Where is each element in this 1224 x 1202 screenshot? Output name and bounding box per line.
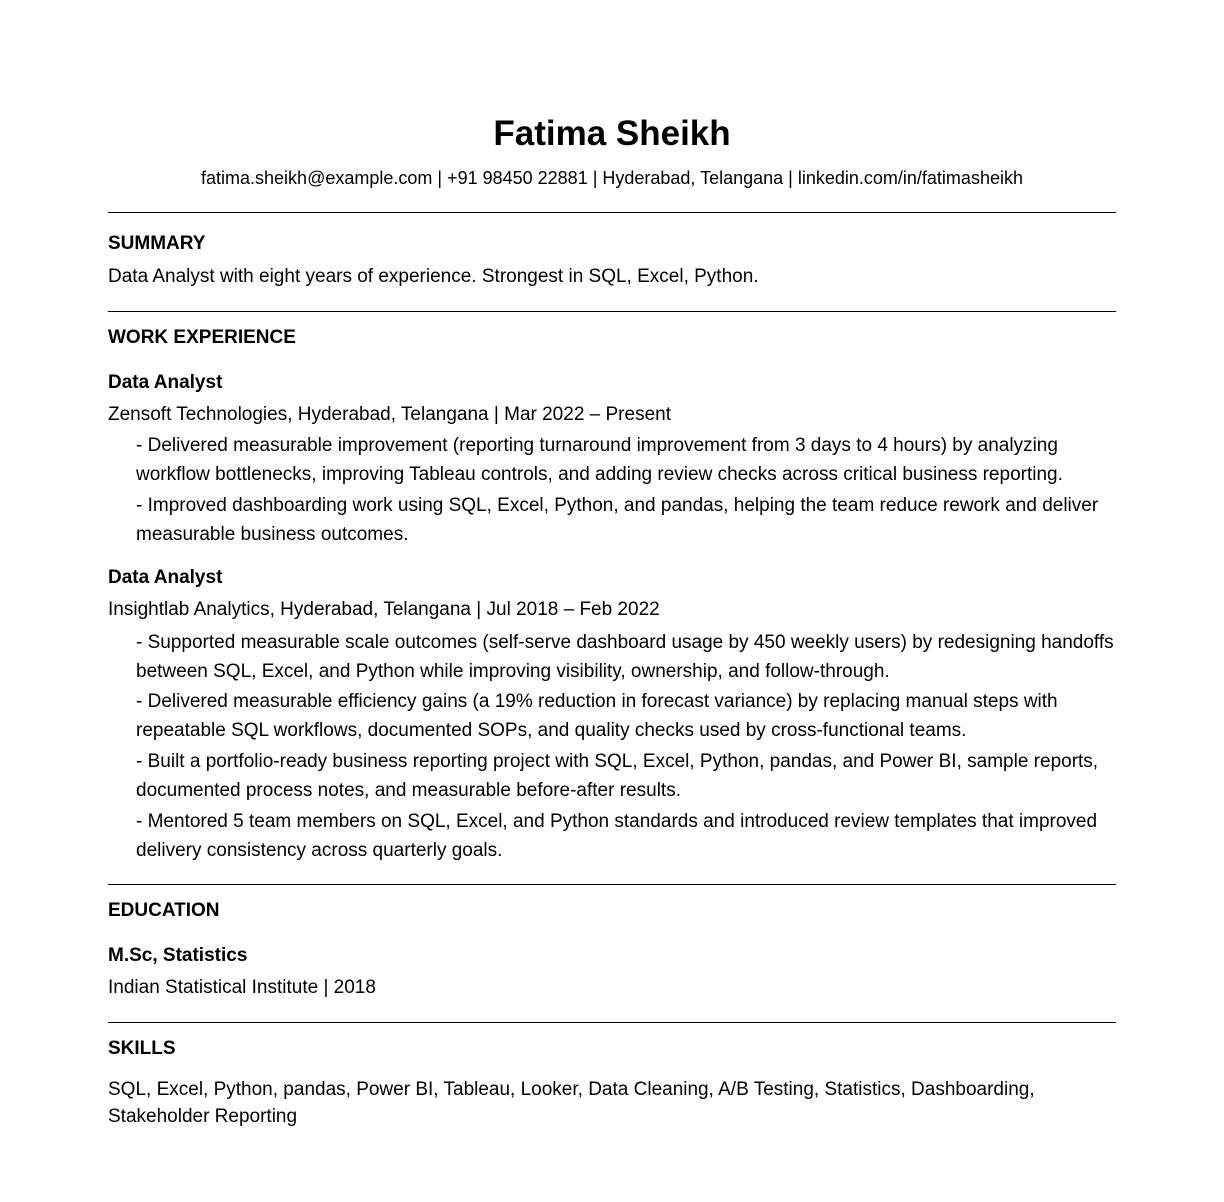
job-title: Data Analyst (108, 372, 223, 393)
summary-text: Data Analyst with eight years of experience. Strongest in SQL, Excel, Python. (108, 266, 759, 287)
divider (108, 311, 1116, 312)
job-bullet: - Improved dashboarding work using SQL, Excel, Python, and pandas, helping the team reduce rework and deliver measurable business outcomes. (136, 495, 1099, 545)
contact-line: fatima.sheikh@example.com | +91 98450 22881 | Hyderabad, Telangana | linkedin.com/in/fatimasheikh (201, 168, 1023, 188)
divider (108, 212, 1116, 213)
work-experience-heading: WORK EXPERIENCE (108, 327, 296, 348)
job-bullet: - Delivered measurable improvement (reporting turnaround improvement from 3 days to 4 hours) by analyzing workflow bottlenecks, improving Tableau controls, and adding review checks across critical business reporting. (136, 435, 1063, 485)
job-bullet: - Supported measurable scale outcomes (self-serve dashboard usage by 450 weekly users) by redesigning handoffs between SQL, Excel, and Python while improving visibility, ownership, and follow-through. (136, 632, 1114, 682)
degree: M.Sc, Statistics (108, 945, 248, 966)
skills-text: SQL, Excel, Python, pandas, Power BI, Tableau, Looker, Data Cleaning, A/B Testing, Statistics, Dashboarding, Stakeholder Reporting (108, 1079, 1035, 1127)
job-title: Data Analyst (108, 567, 223, 588)
job-meta: Insightlab Analytics, Hyderabad, Telangana | Jul 2018 – Feb 2022 (108, 599, 660, 620)
summary-heading: SUMMARY (108, 233, 206, 254)
divider (108, 1022, 1116, 1023)
education-heading: EDUCATION (108, 900, 220, 921)
job-bullet: - Delivered measurable efficiency gains (a 19% reduction in forecast variance) by replacing manual steps with repeatable SQL workflows, documented SOPs, and quality checks used by cross-functional teams. (136, 691, 1058, 741)
skills-heading: SKILLS (108, 1038, 176, 1059)
job-bullet: - Built a portfolio-ready business reporting project with SQL, Excel, Python, pandas, and Power BI, sample reports, documented process notes, and measurable before-after results. (136, 751, 1099, 801)
divider (108, 884, 1116, 885)
job-bullet: - Mentored 5 team members on SQL, Excel, and Python standards and introduced review templates that improved delivery consistency across quarterly goals. (136, 811, 1098, 861)
job-meta: Zensoft Technologies, Hyderabad, Telangana | Mar 2022 – Present (108, 404, 671, 425)
candidate-name: Fatima Sheikh (493, 114, 731, 153)
school: Indian Statistical Institute | 2018 (108, 977, 376, 998)
